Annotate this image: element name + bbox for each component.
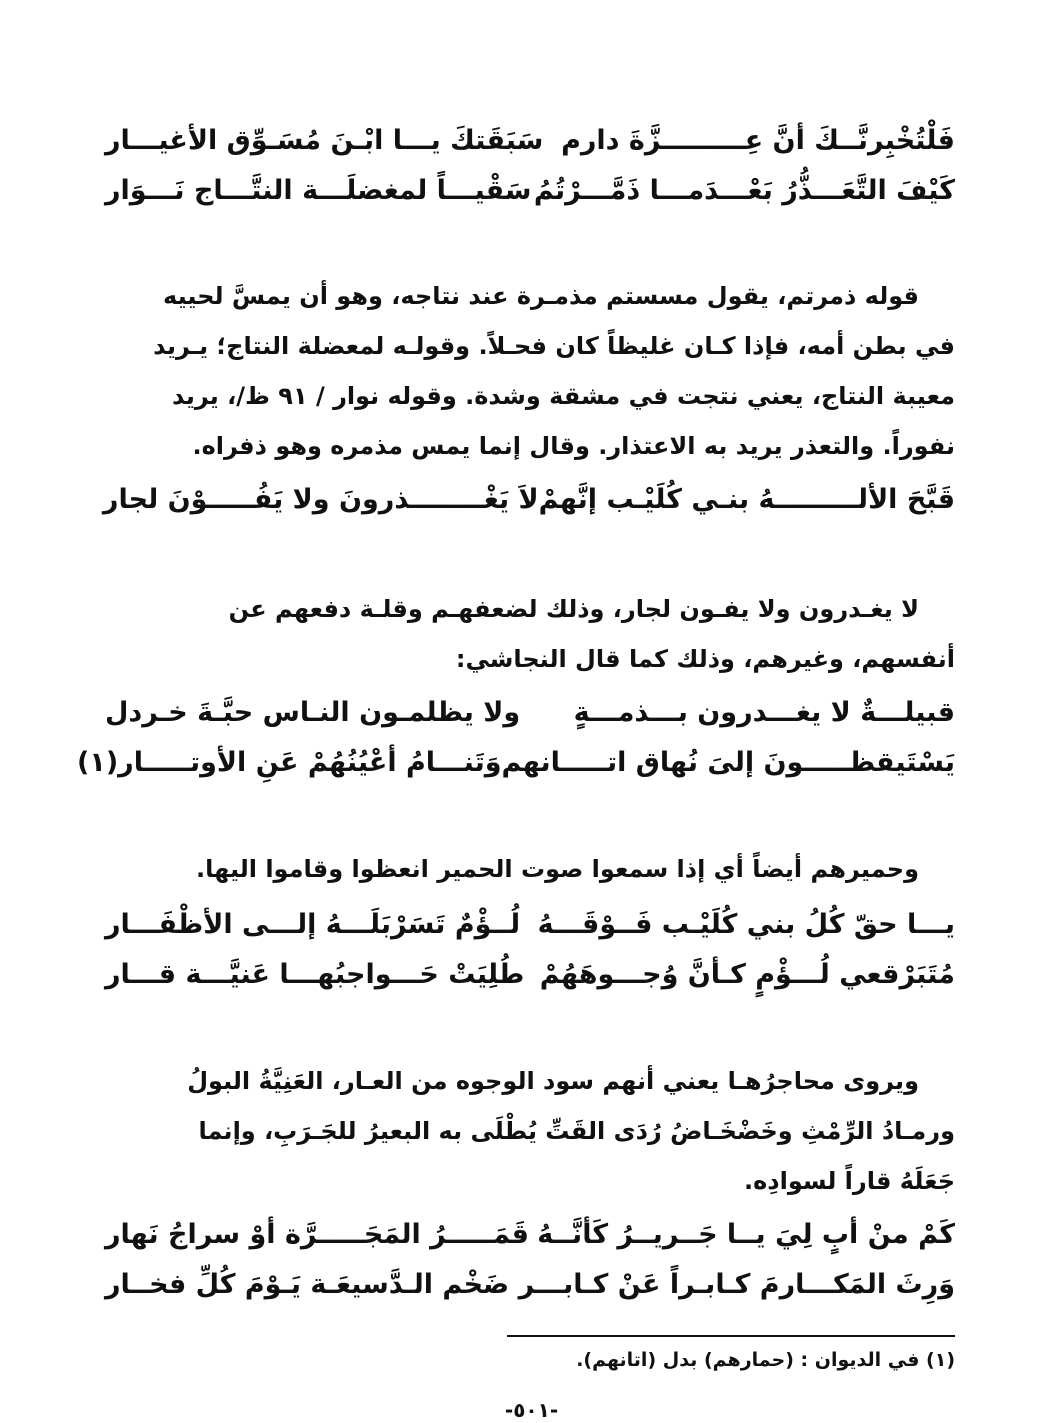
verse-second-hemistich: لاَ يَغْــــــــذرونَ ولا يَفُـــــوْنَ لجار: [102, 484, 539, 515]
paragraph-line: في بطن أمه، فإذا كـان غليظاً كان فحـلاً. وقولـه لمعضلة النتاج؛ يـريد: [153, 332, 955, 360]
verse-first-hemistich: يـــا حقّ كُلُ بني كُلَيْـب فَــوْقَـــهُ: [537, 909, 955, 940]
poem-block-2: [102, 475, 955, 525]
verse-first-hemistich: قبيلـــةٌ لا يغـــدرون بـــذمـــةٍ: [573, 697, 955, 728]
poem-block-3: [77, 688, 955, 788]
verse-line: [105, 1210, 955, 1260]
verse-first-hemistich: كَمْ منْ أبٍ لِيَ يــا جَــريــرُ كَأنَّــهُ: [537, 1219, 955, 1250]
verse-second-hemistich: قَمَـــــرُ المَجَـــــرَّة أوْ سراجُ نَهار: [105, 1219, 529, 1250]
paragraph-line: ورمـادُ الرِّمْثِ وخَضْخَـاضُ رُدَى القَتِّ يُطْلَى به البعيرُ للجَـرَبِ، وإنما: [198, 1117, 955, 1145]
verse-line: [105, 900, 955, 950]
commentary-paragraph-1: [105, 271, 955, 471]
commentary-paragraph-3: [105, 844, 955, 894]
paragraph-line: نفوراً. والتعذر يريد به الاعتذار. وقال إنما يمس مذمره وهو ذفراه.: [192, 432, 955, 460]
verse-second-hemistich: وَتَنـــامُ أعْيُنُهُمْ عَنِ الأوتـــــار(١): [77, 747, 502, 778]
paragraph-line: أنفسهم، وغيرهم، وذلك كما قال النجاشي:: [455, 645, 955, 673]
commentary-paragraph-4: [105, 1056, 955, 1206]
verse-second-hemistich: ولا يظلمـون النـاس حبَّـةَ خـردل: [105, 697, 521, 728]
footnote-divider: [507, 1335, 955, 1337]
verse-first-hemistich: قَبَّحَ الألـــــــــهُ بنـي كُلَيْـب إنَّهمْ: [538, 484, 955, 515]
verse-line: [105, 950, 955, 1000]
paragraph-line: لا يغـدرون ولا يفـون لجار، وذلك لضعفهـم وقلـة دفعهم عن: [228, 595, 919, 623]
poem-block-5: [105, 1210, 955, 1310]
paragraph-line: جَعَلَهُ قاراً لسوادِه.: [744, 1167, 955, 1195]
footnote: (١) في الديوان : (حمارهم) بدل (اتانهم).: [576, 1349, 955, 1371]
poem-block-4: [105, 900, 955, 1000]
verse-line: [105, 1260, 955, 1310]
verse-second-hemistich: سَبَقَتكَ يـــا ابْـنَ مُسَـوِّق الأغيـــار: [105, 125, 544, 156]
commentary-paragraph-2: [105, 584, 955, 684]
verse-first-hemistich: مُتَبَرْقعي لُـــؤْمٍ كـأنَّ وُجـــوهَهُمْ: [539, 959, 955, 990]
verse-line: [105, 116, 955, 166]
verse-first-hemistich: كَيْفَ التَّعَـــذُّرُ بَعْـــدَمـــا ذَمَّـــرْتُمُ: [533, 175, 955, 206]
verse-line: [105, 688, 955, 738]
verse-second-hemistich: سَقْيـــاً لمغضلَـــة النتَّـــاج نَـــوَار: [105, 175, 532, 206]
verse-second-hemistich: لُــؤْمٌ تَسَرْبَلَـــهُ إلـــى الأظْفَـــار: [105, 909, 521, 940]
verse-line: [102, 475, 955, 525]
verse-line: [77, 738, 955, 788]
verse-first-hemistich: وَرِثَ المَكـــارمَ كـابـراً عَنْ كـابـــر: [518, 1269, 955, 1300]
verse-line: [105, 166, 955, 216]
verse-second-hemistich: ضَخْم الـدَّسيعَـة يَـوْمَ كُلِّ فخــار: [105, 1269, 510, 1300]
verse-second-hemistich: طُلِيَتْ حَـــواجبُهـــا عَنيَّـــة قـــار: [105, 959, 525, 990]
page-number: -٥٠١-: [504, 1398, 559, 1422]
paragraph-line: وحميرهم أيضاً أي إذا سمعوا صوت الحمير انعظوا وقاموا اليها.: [195, 855, 919, 883]
paragraph-line: ويروى محاجرُهـا يعني أنهم سود الوجوه من العـار، العَنِيَّةُ البولُ: [187, 1067, 919, 1095]
paragraph-line: قوله ذمرتم، يقول مسستم مذمـرة عند نتاجه، وهو أن يمسَّ لحييه: [163, 282, 919, 310]
paragraph-line: معيبة النتاج، يعني نتجت في مشقة وشدة. وقوله نوار / ٩١ ظ/، يريد: [171, 382, 955, 410]
verse-first-hemistich: فَلْتُخْبِرنَّــكَ أنَّ عِـــــــــزَّةَ دارم: [561, 125, 955, 156]
verse-first-hemistich: يَسْتَيقظـــــونَ إلىَ نُهاق اتـــــانهم: [501, 747, 955, 778]
poem-block-1: [105, 116, 955, 216]
